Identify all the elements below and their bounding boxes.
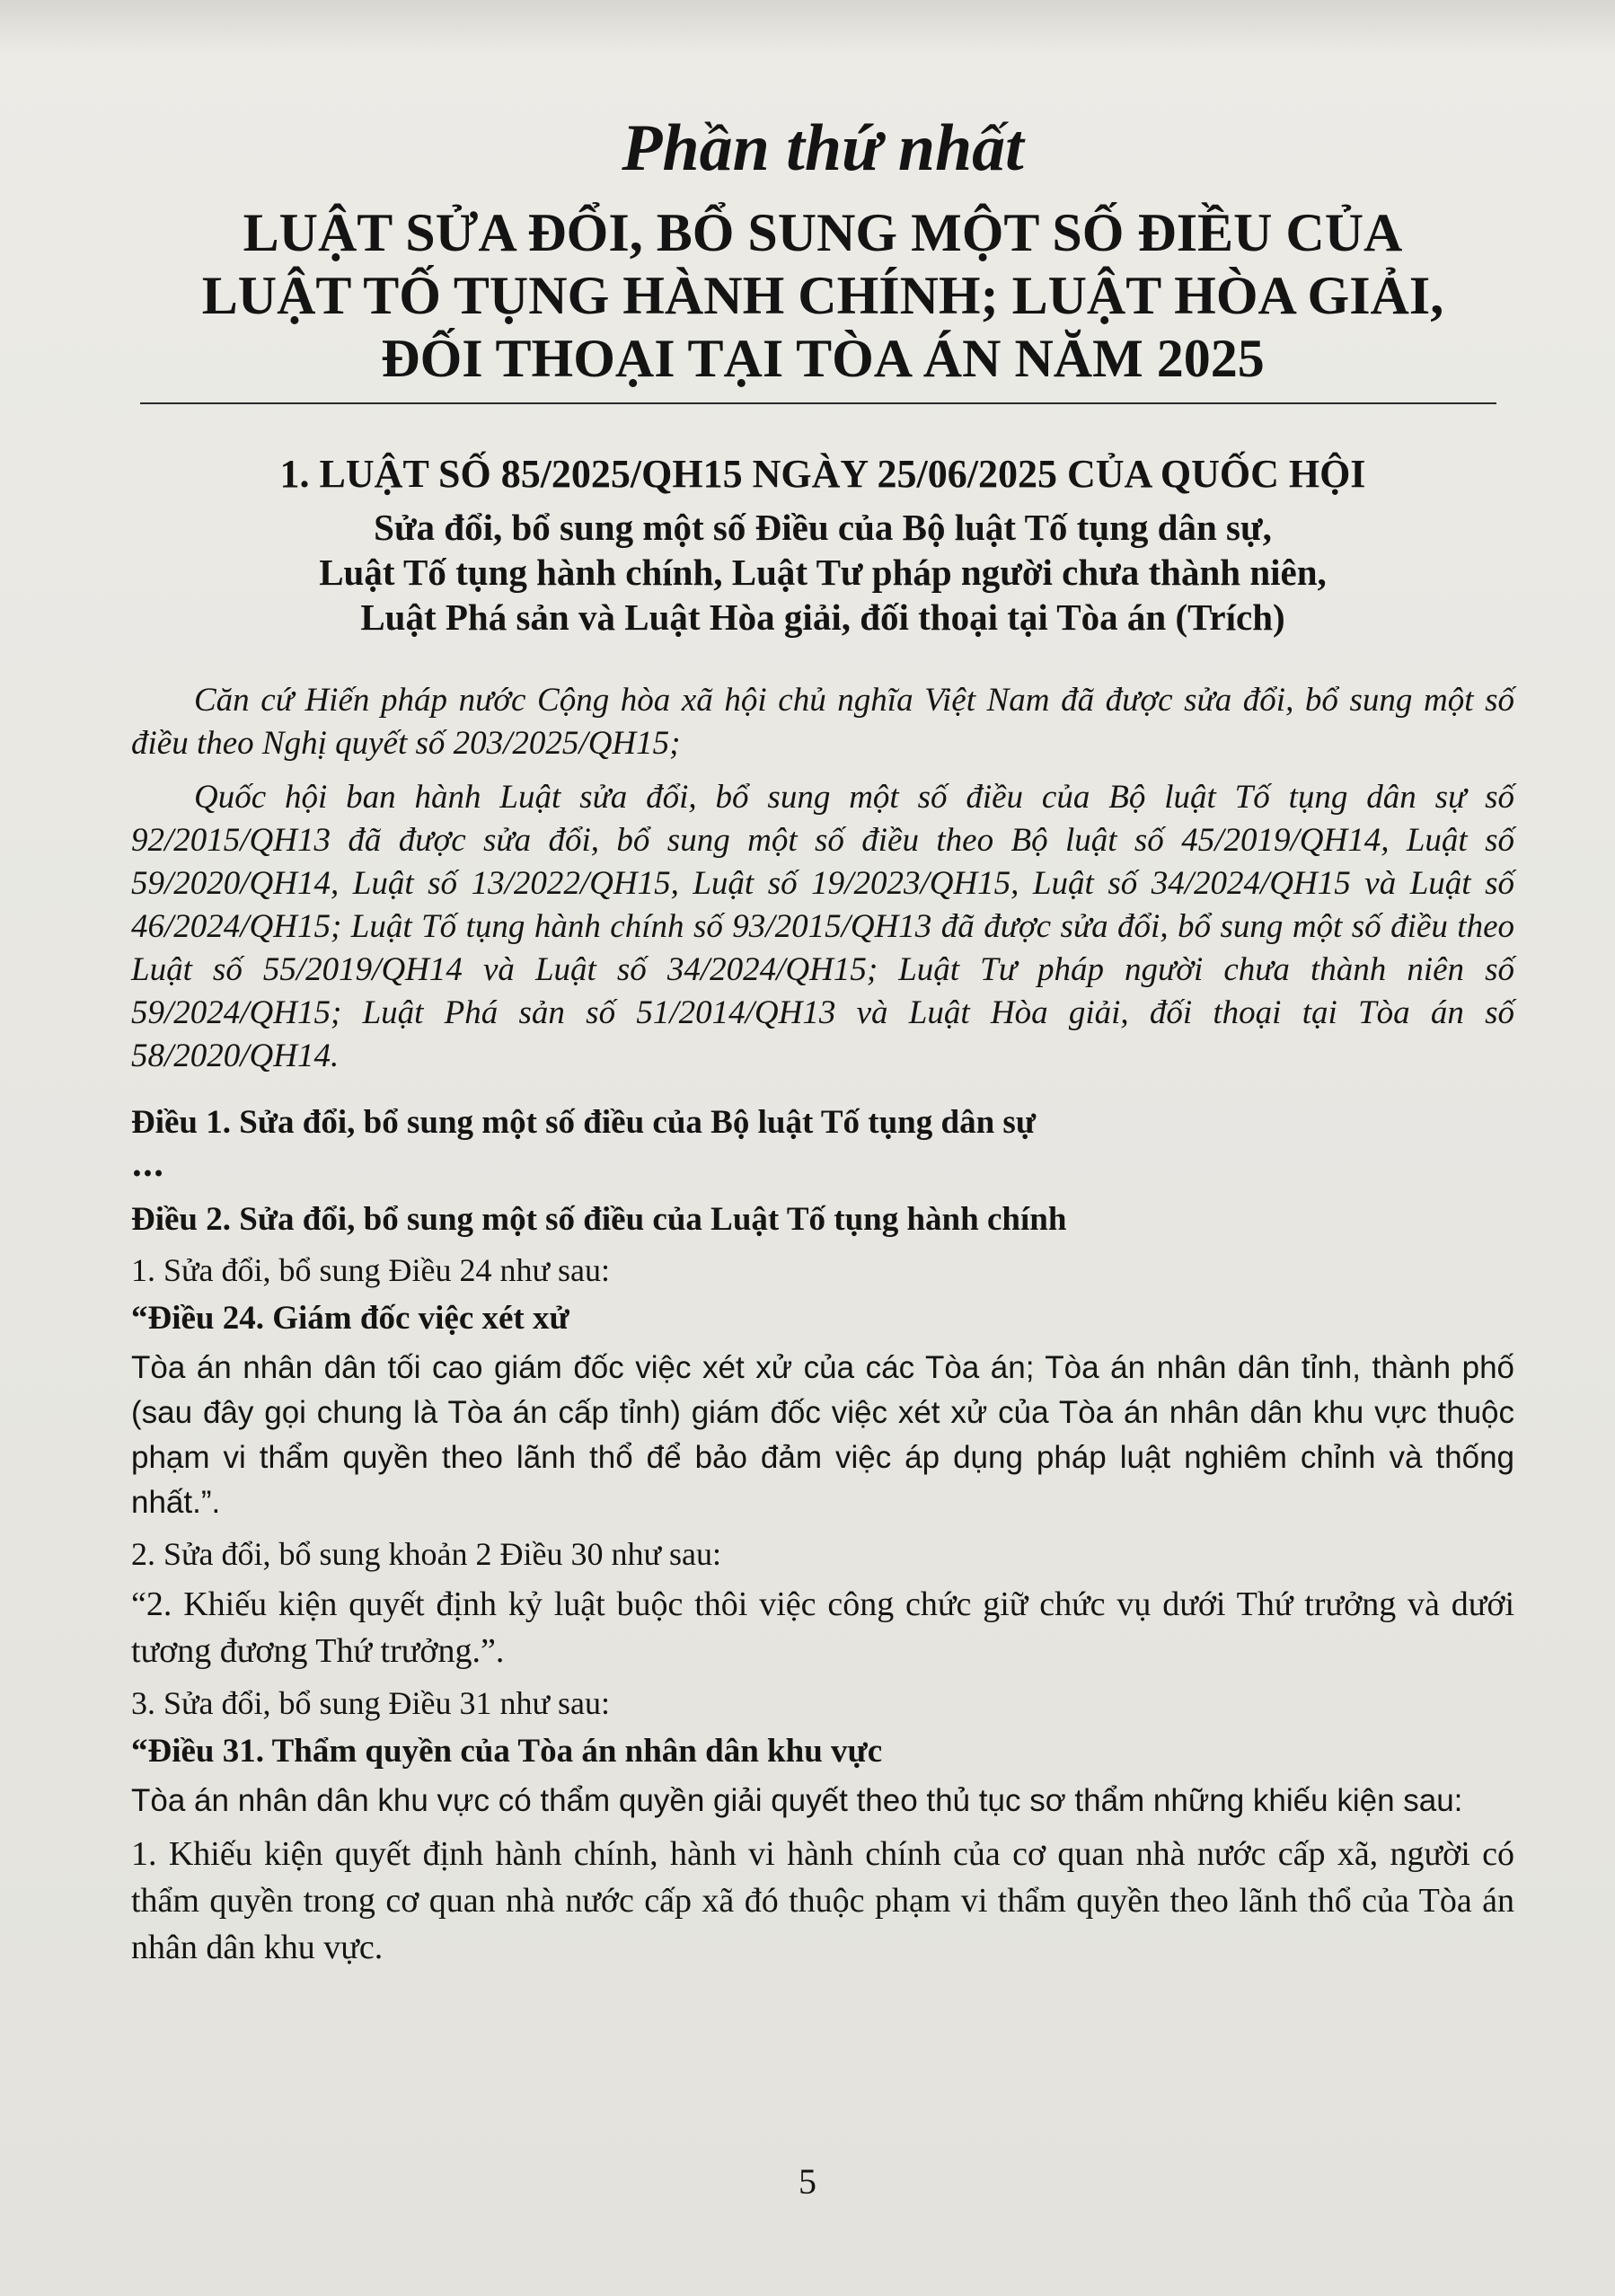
article-31-intro: Tòa án nhân dân khu vực có thẩm quyền giải quyết theo thủ tục sơ thẩm những khiếu kiện sau: [131,1783,1463,1818]
law-subtitle-line-1: Sửa đổi, bổ sung một số Điều của Bộ luật Tố tụng dân sự, [374,507,1272,548]
article-24-text: Tòa án nhân dân tối cao giám đốc việc xét xử của các Tòa án; Tòa án nhân dân tỉnh, thành phố (sau đây gọi chung là Tòa án cấp tỉnh) giám đốc việc xét xử của Tòa án nhân dân khu vực thuộc phạm vi thẩm quyền theo lãnh thổ để bảo đảm việc áp dụng pháp luật nghiêm chỉnh và thống nhất.”. [131,1350,1514,1520]
amendment-1: 1. Sửa đổi, bổ sung Điều 24 như sau: [131,1252,611,1288]
main-title-line-3: ĐỐI THOẠI TẠI TÒA ÁN NĂM 2025 [381,329,1265,388]
amendment-3: 3. Sửa đổi, bổ sung Điều 31 như sau: [131,1685,611,1721]
dieu-1-heading-text: Điều 1. Sửa đổi, bổ sung một số điều của Bộ luật Tố tụng dân sự [131,1104,1037,1141]
dieu-1-heading [131,1101,1514,1144]
main-title-line-1: LUẬT SỬA ĐỔI, BỔ SUNG MỘT SỐ ĐIỀU CỦA [243,203,1403,262]
preamble-paragraph-2: Quốc hội ban hành Luật sửa đổi, bổ sung một số điều của Bộ luật Tố tụng dân sự số 92/2015/QH13 đã được sửa đổi, bổ sung một số điều theo Bộ luật số 45/2019/QH14, Luật số 59/2020/QH14, Luật số 13/2022/QH15, Luật số 19/2023/QH15, Luật số 34/2024/QH15 và Luật số 46/2024/QH15; Luật Tố tụng hành chính số 93/2015/QH13 đã được sửa đổi, bổ sung một số điều theo Luật số 55/2019/QH14 và Luật số 34/2024/QH15; Luật Tư pháp người chưa thành niên số 59/2024/QH15; Luật Phá sản số 51/2014/QH13 và Luật Hòa giải, đối thoại tại Tòa án số 58/2020/QH14. [131,779,1514,1074]
title-divider [140,402,1496,404]
part-title: Phần thứ nhất [622,111,1024,185]
dieu-2-heading: Điều 2. Sửa đổi, bổ sung một số điều của Luật Tố tụng hành chính [131,1201,1067,1238]
main-title-line-2: LUẬT TỐ TỤNG HÀNH CHÍNH; LUẬT HÒA GIẢI, [201,266,1444,325]
top-shadow [0,0,1615,54]
preamble-paragraph-1: Căn cứ Hiến pháp nước Cộng hòa xã hội chủ nghĩa Việt Nam đã được sửa đổi, bổ sung một số điều theo Nghị quyết số 203/2025/QH15; [131,682,1514,762]
main-title [131,201,1514,390]
law-header: 1. LUẬT SỐ 85/2025/QH15 NGÀY 25/06/2025 CỦA QUỐC HỘI [279,452,1366,496]
article-30-text: “2. Khiếu kiện quyết định kỷ luật buộc thôi việc công chức giữ chức vụ dưới Thứ trưởng và dưới tương đương Thứ trưởng.”. [131,1585,1514,1670]
omitted-text-ellipsis: … [131,1144,164,1184]
law-subtitle-line-3: Luật Phá sản và Luật Hòa giải, đối thoại tại Tòa án (Trích) [360,596,1285,638]
article-31-item-1: 1. Khiếu kiện quyết định hành chính, hành vi hành chính của cơ quan nhà nước cấp xã, người có thẩm quyền trong cơ quan nhà nước cấp xã đó thuộc phạm vi thẩm quyền theo lãnh thổ của Tòa án nhân dân khu vực. [131,1835,1514,1966]
article-31-title: “Điều 31. Thẩm quyền của Tòa án nhân dân khu vực [131,1733,883,1770]
page-number: 5 [799,2161,816,2202]
article-24-title: “Điều 24. Giám đốc việc xét xử [131,1300,569,1337]
amendment-2: 2. Sửa đổi, bổ sung khoản 2 Điều 30 như sau: [131,1536,721,1572]
law-subtitle-line-2: Luật Tố tụng hành chính, Luật Tư pháp người chưa thành niên, [319,552,1327,593]
article-body [131,1101,1514,1971]
law-subtitle [131,505,1514,640]
page-content [131,108,1514,1978]
